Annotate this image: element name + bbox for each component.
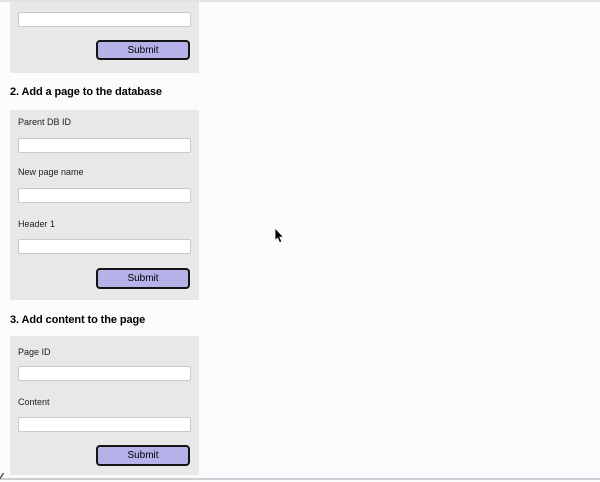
section-2-submit-button[interactable]: Submit (96, 268, 190, 289)
section-3-submit-button[interactable]: Submit (96, 445, 190, 466)
mouse-cursor-icon (274, 228, 286, 244)
page-id-label: Page ID (18, 347, 51, 357)
header-1-label: Header 1 (18, 219, 56, 229)
corner-artifact-mark (0, 472, 6, 479)
form-card-section-3 (10, 336, 199, 475)
content-label: Content (18, 397, 50, 407)
new-page-name-label: New page name (18, 167, 84, 177)
section-1-text-input[interactable] (18, 12, 191, 27)
form-card-section-2 (10, 110, 199, 300)
new-page-name-input[interactable] (18, 188, 191, 203)
parent-db-id-input[interactable] (18, 138, 191, 153)
header-1-input[interactable] (18, 239, 191, 254)
content-input[interactable] (18, 417, 191, 432)
page-id-input[interactable] (18, 366, 191, 381)
section-3-heading: 3. Add content to the page (10, 314, 146, 326)
section-2-heading: 2. Add a page to the database (10, 86, 162, 98)
form-card-section-1 (10, 2, 199, 73)
section-1-submit-button[interactable]: Submit (96, 40, 190, 60)
parent-db-id-label: Parent DB ID (18, 117, 72, 127)
bottom-edge-divider (0, 478, 600, 480)
